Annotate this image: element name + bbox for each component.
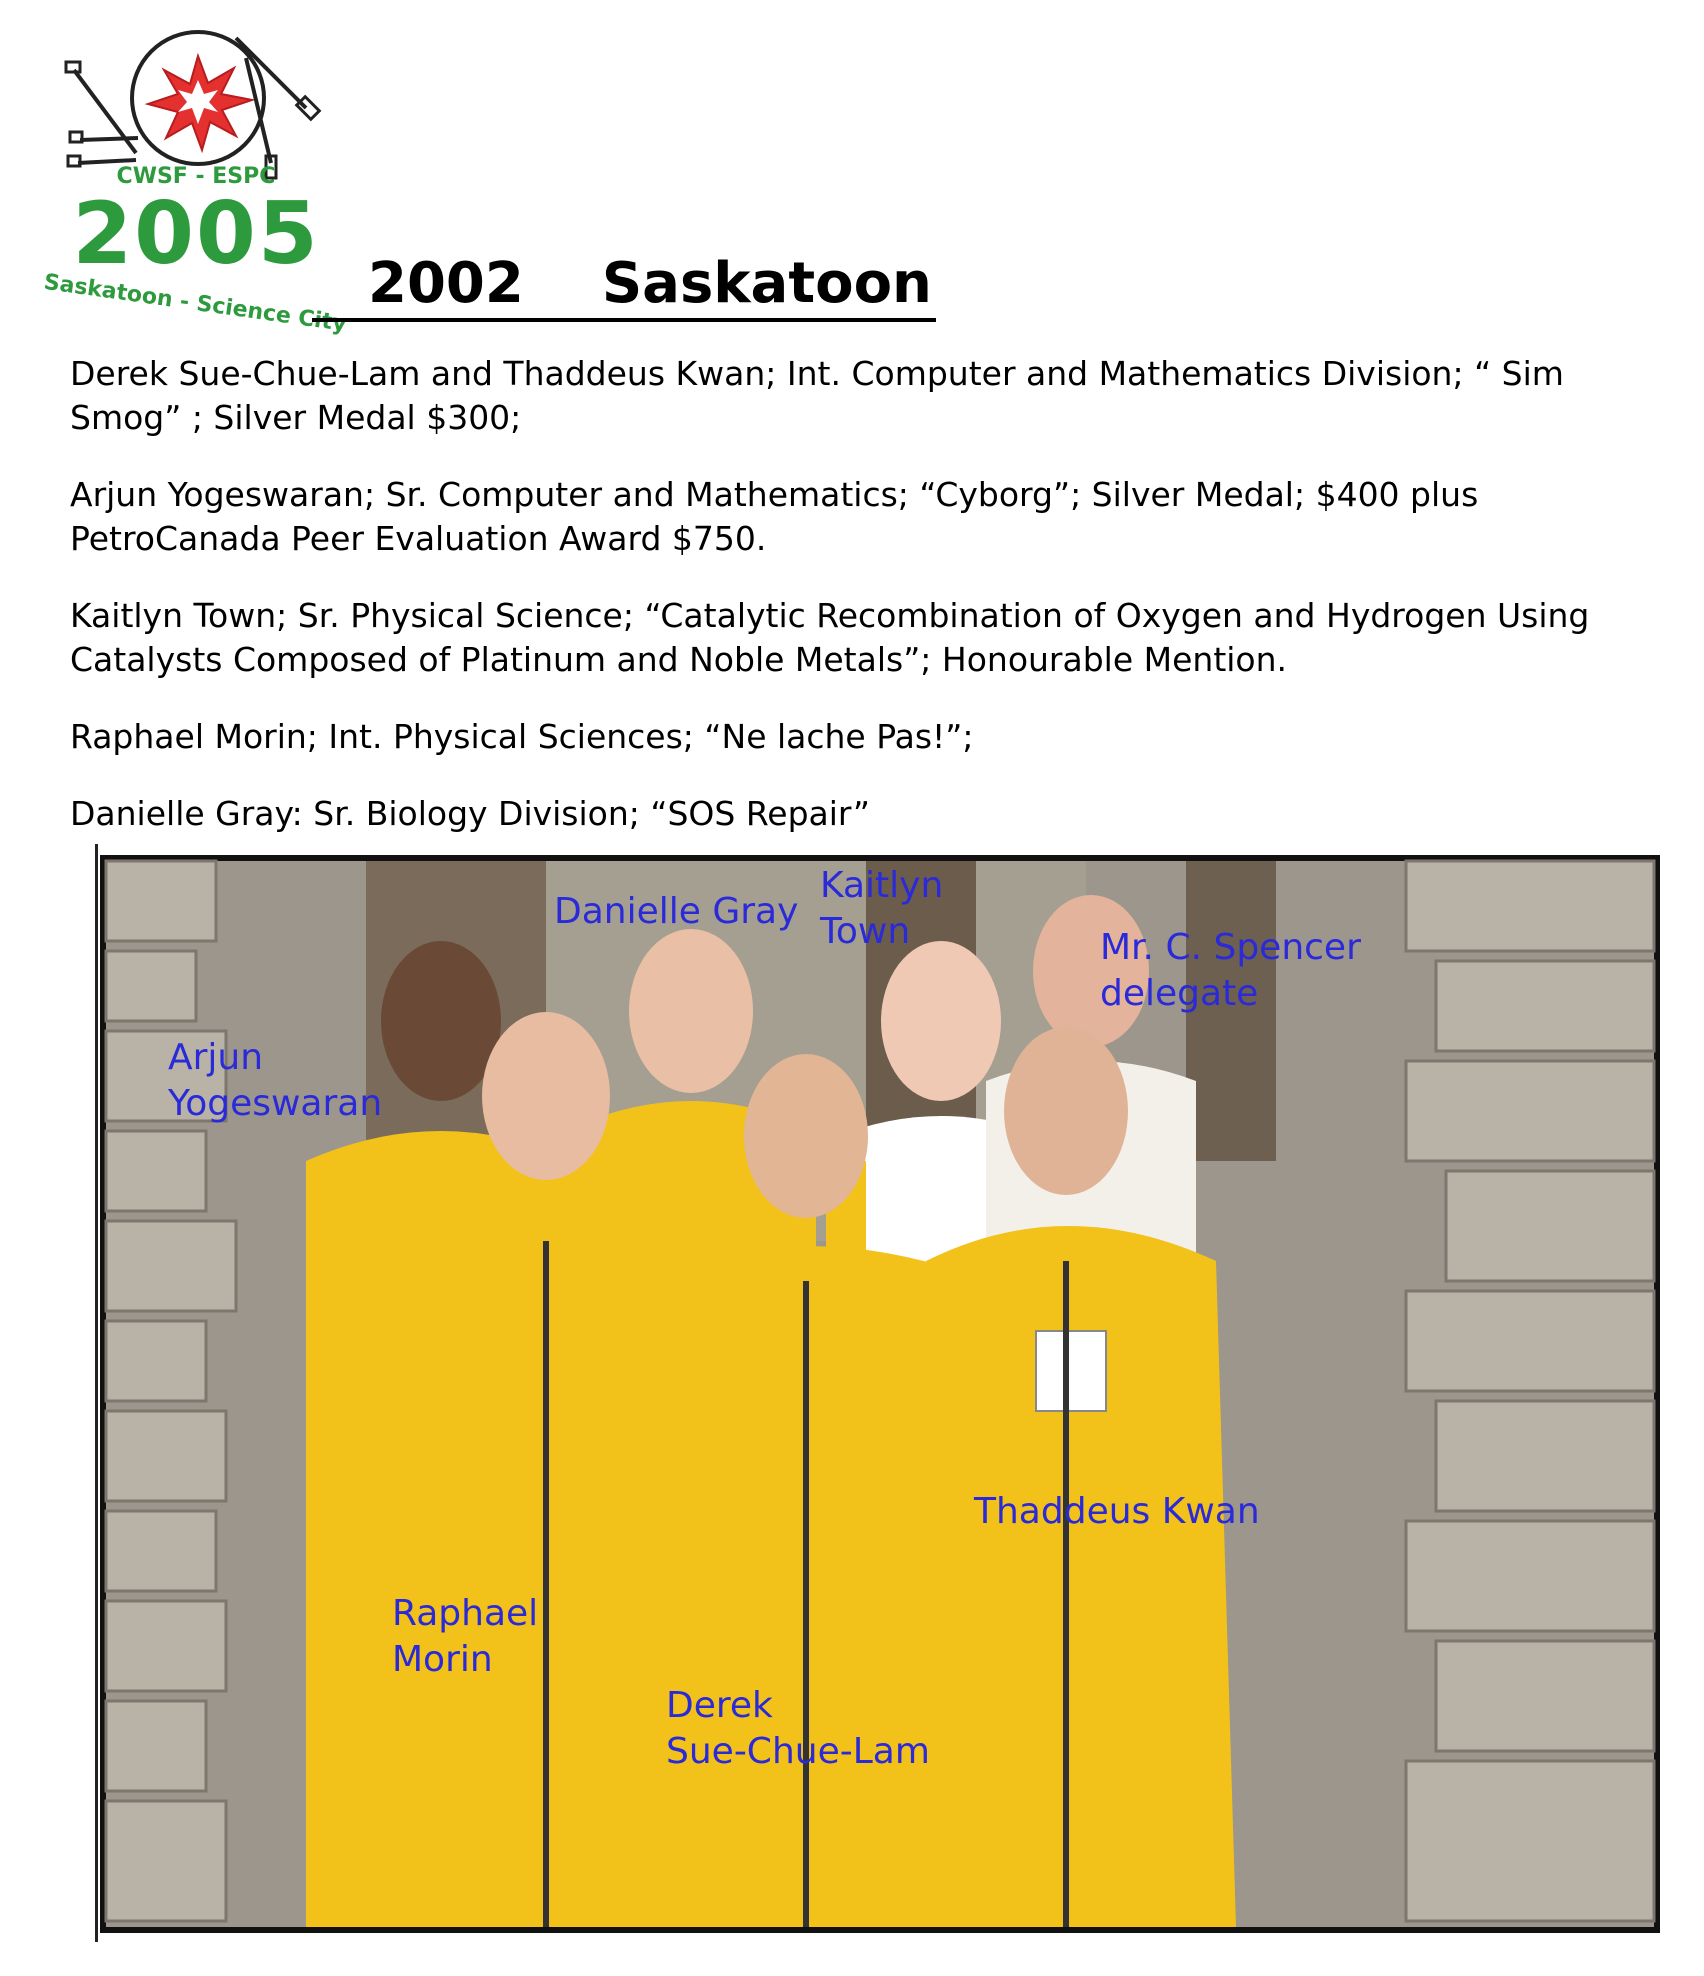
caption-kaitlyn-town: Kaitlyn Town: [820, 865, 944, 952]
heading-city: Saskatoon: [601, 251, 932, 316]
caption-mr-spencer: Mr. C. Spencer delegate: [1100, 927, 1361, 1014]
entry-paragraph: Raphael Morin; Int. Physical Sciences; “Ne lache Pas!”;: [70, 717, 974, 756]
entry-paragraph: Kaitlyn Town; Sr. Physical Science; “Catalytic Recombination of Oxygen and Hydrogen Using Catalysts Composed of Platinum and Noble Metals”; Honourable Mention.: [70, 596, 1590, 679]
caption-arjun-yogeswaran: Arjun Yogeswaran: [168, 1037, 383, 1124]
heading-year: 2002: [368, 251, 524, 316]
caption-raphael-morin: Raphael Morin: [392, 1593, 539, 1680]
award-entries: [70, 352, 1670, 869]
entry-paragraph: Derek Sue-Chue-Lam and Thaddeus Kwan; Int. Computer and Mathematics Division; “ Sim Smog” ; Silver Medal $300;: [70, 354, 1564, 437]
caption-derek-sue-chue-lam: Derek Sue-Chue-Lam: [666, 1685, 930, 1772]
logo-bottom-text: Saskatoon - Science City: [42, 269, 349, 338]
photo-left-rule: [95, 844, 98, 1942]
caption-danielle-gray: Danielle Gray: [554, 891, 799, 932]
logo-year-text: 2005: [72, 184, 320, 284]
cwsf-logo: [42, 28, 349, 338]
caption-thaddeus-kwan: Thaddeus Kwan: [974, 1491, 1260, 1532]
group-photo: [100, 855, 1660, 1933]
page-heading: [312, 250, 936, 322]
entry-paragraph: Danielle Gray: Sr. Biology Division; “SOS Repair”: [70, 794, 870, 833]
logo-top-text: CWSF - ESPC: [116, 164, 276, 189]
entry-paragraph: Arjun Yogeswaran; Sr. Computer and Mathematics; “Cyborg”; Silver Medal; $400 plus PetroCanada Peer Evaluation Award $750.: [70, 475, 1479, 558]
cwsf-logo-graphic: [42, 28, 349, 338]
